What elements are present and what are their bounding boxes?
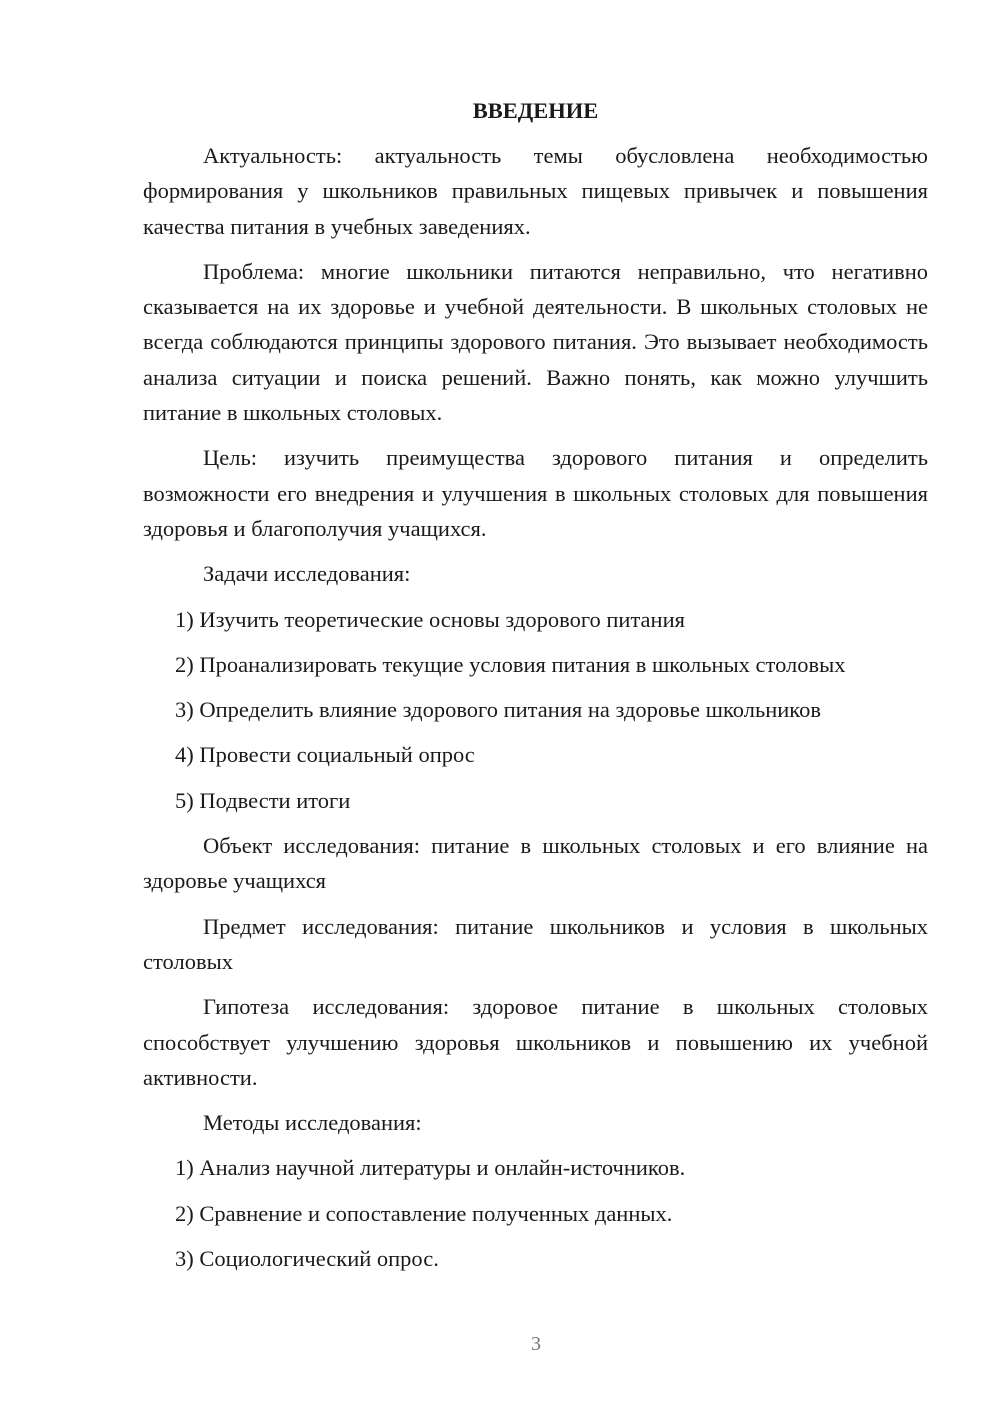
task-item: 2) Проанализировать текущие условия питания в школьных столовых [175,651,846,677]
method-item: 2) Сравнение и сопоставление полученных данных. [175,1200,673,1226]
subject-paragraph: Предмет исследования: питание школьников и условия в школьных столовых [143,913,928,974]
section-title: ВВЕДЕНИЕ [472,98,599,123]
hypothesis-paragraph: Гипотеза исследования: здоровое питание в школьных столовых способствует улучшению здоровья школьников и повышению их учебной активности. [143,994,928,1090]
relevance-paragraph: Актуальность: актуальность темы обусловлена необходимостью формирования у школьников правильных пищевых привычек и повышения качества питания в учебных заведениях. [143,143,928,239]
task-item: 1) Изучить теоретические основы здорового питания [175,606,685,632]
object-paragraph: Объект исследования: питание в школьных столовых и его влияние на здоровье учащихся [143,833,928,894]
goal-paragraph: Цель: изучить преимущества здорового питания и определить возможности его внедрения и улучшения в школьных столовых для повышения здоровья и благополучия учащихся. [143,445,928,541]
task-item: 5) Подвести итоги [175,787,351,813]
page-number: 3 [531,1333,541,1355]
problem-paragraph: Проблема: многие школьники питаются неправильно, что негативно сказывается на их здоровье и учебной деятельности. В школьных столовых не всегда соблюдаются принципы здорового питания. Это вызывает необходимость анализа ситуации и поиска решений. Важно понять, как можно улучшить питание в школьных столовых. [143,258,928,426]
method-item: 1) Анализ научной литературы и онлайн-источников. [175,1155,686,1181]
tasks-heading: Задачи исследования: [203,561,411,587]
methods-heading: Методы исследования: [203,1110,422,1136]
method-item: 3) Социологический опрос. [175,1246,439,1272]
task-item: 4) Провести социальный опрос [175,742,475,768]
task-item: 3) Определить влияние здорового питания на здоровье школьников [175,697,821,723]
document-page [143,94,928,1286]
